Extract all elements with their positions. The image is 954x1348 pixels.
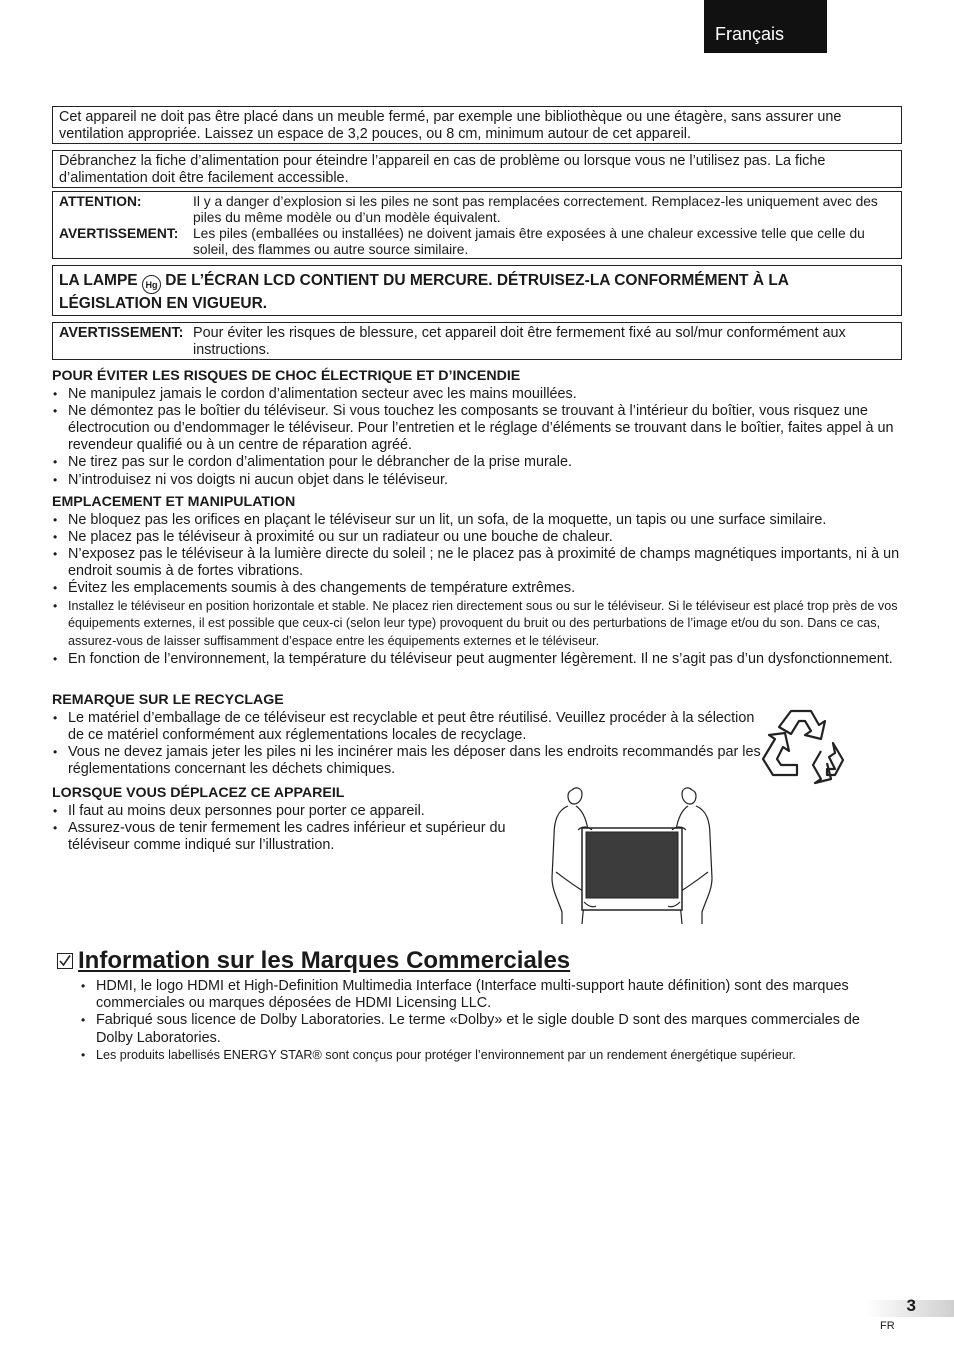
recycling-list — [52, 710, 764, 779]
list-item: • En fonction de l’environnement, la température du téléviseur peut augmenter légèrement. Il ne s’agit pas d’un dysfonctionnement. — [52, 651, 902, 668]
shock-list — [52, 386, 902, 489]
list-item: • Vous ne devez jamais jeter les piles ni les incinérer mais les déposer dans les endroits recommandés par les réglementations concernant les déchets chimiques. — [52, 744, 764, 778]
unplug-notice — [52, 150, 902, 188]
list-item: • HDMI, le logo HDMI et High-Definition Multimedia Interface (Interface multi-support haute définition) sont des marques commerciales ou marques déposées de HDMI Licensing LLC. — [80, 978, 898, 1012]
mount-label: AVERTISSEMENT: — [59, 325, 184, 341]
ventilation-notice — [52, 106, 902, 144]
attention-label: ATTENTION: — [59, 194, 142, 209]
list-item: • Il faut au moins deux personnes pour porter ce appareil. — [52, 803, 542, 820]
placement-heading: EMPLACEMENT ET MANIPULATION — [52, 494, 296, 510]
list-item: • N’introduisez ni vos doigts ni aucun objet dans le téléviseur. — [52, 472, 902, 489]
list-item: • Évitez les emplacements soumis à des changements de température extrêmes. — [52, 580, 902, 597]
list-item: • Ne tirez pas sur le cordon d’alimentation pour le débrancher de la prise murale. — [52, 454, 902, 471]
trademark-title: Information sur les Marques Commerciales — [78, 947, 571, 974]
lamp-text-post: DE L’ÉCRAN LCD CONTIENT DU MERCURE. DÉTRUISEZ-LA CONFORMÉMENT À LA LÉGISLATION EN VIGUEUR. — [59, 272, 789, 312]
ventilation-text: Cet appareil ne doit pas être placé dans un meuble fermé, par exemple une bibliothèque ou une étagère, sans assurer une ventilation appropriée. Laissez un espace de 3,2 pouces, ou 8 cm, minimum autour de cet appareil. — [59, 109, 842, 143]
list-item: • Les produits labellisés ENERGY STAR® sont conçus pour protéger l’environnement par un rendement énergétique supérieur. — [80, 1047, 898, 1065]
mount-row — [59, 325, 895, 359]
lamp-text-pre: LA LAMPE — [59, 272, 138, 289]
recycling-heading: REMARQUE SUR LE RECYCLAGE — [52, 692, 284, 708]
recycle-icon — [755, 703, 853, 785]
page-number: 3 — [906, 1296, 916, 1315]
placement-section — [52, 494, 902, 668]
list-item: • Ne manipulez jamais le cordon d’alimentation secteur avec les mains mouillées. — [52, 386, 902, 403]
list-item: • N’exposez pas le téléviseur à la lumière directe du soleil ; ne le placez pas à proximité de champs magnétiques importants, ni à un endroit soumis à de fortes vibrations. — [52, 546, 902, 580]
moving-section — [52, 785, 542, 854]
attention-text: Il y a danger d’explosion si les piles ne sont pas remplacées correctement. Remplacez-les uniquement avec des piles du même modèle ou d’un modèle équivalent. — [193, 194, 878, 225]
recycling-section — [52, 692, 764, 778]
list-item: • Le matériel d’emballage de ce téléviseur est recyclable et peut être réutilisé. Veuillez procéder à la sélection de ce matériel conformément aux réglementations locales de recyclage. — [52, 710, 764, 744]
shock-heading: POUR ÉVITER LES RISQUES DE CHOC ÉLECTRIQUE ET D’INCENDIE — [52, 368, 521, 384]
mount-text: Pour éviter les risques de blessure, cet appareil doit être fermement fixé au sol/mur conformément aux instructions. — [193, 325, 846, 359]
list-item: • Ne démontez pas le boîtier du téléviseur. Si vous touchez les composants se trouvant à l’intérieur du boîtier, vous risquez une électrocution ou d’endommager le téléviseur. Pour l’entretien et le réglage d’éléments se trouvant dans le boîtier, faites appel à un revendeur qualifié ou à un centre de réparation agréé. — [52, 403, 902, 455]
page-number-bar — [866, 1296, 954, 1317]
page-language-code: FR — [880, 1320, 895, 1332]
battery-avert-text: Les piles (emballées ou installées) ne doivent jamais être exposées à une chaleur excessive telle que celle du soleil, des flammes ou autre source similaire. — [193, 225, 865, 257]
list-item: • Assurez-vous de tenir fermement les cadres inférieur et supérieur du téléviseur comme indiqué sur l’illustration. — [52, 820, 542, 854]
mercury-lamp-notice — [52, 265, 902, 316]
mounting-warning-box — [52, 322, 902, 360]
list-item: • Ne bloquez pas les orifices en plaçant le téléviseur sur un lit, un sofa, de la moquette, un tapis ou une surface similaire. — [52, 512, 902, 529]
battery-warning-box — [52, 191, 902, 259]
shock-section — [52, 368, 902, 489]
mercury-hg-icon: Hg — [142, 275, 161, 294]
language-tab-label: Français — [715, 23, 785, 44]
battery-avert-row — [59, 226, 895, 258]
checkmark-box-icon — [57, 953, 73, 969]
moving-list — [52, 803, 542, 855]
list-item: • Fabriqué sous licence de Dolby Laboratories. Le terme «Dolby» et le sigle double D sont des marques commerciales de Dolby Laboratories. — [80, 1012, 898, 1046]
language-tab — [704, 0, 827, 53]
placement-list — [52, 512, 902, 668]
unplug-text: Débranchez la fiche d’alimentation pour éteindre l’appareil en cas de problème ou lorsque vous ne l’utilisez pas. La fiche d’alimentation doit être facilement accessible. — [59, 153, 826, 187]
tv-carrying-illustration — [548, 782, 720, 927]
trademark-section — [80, 978, 898, 1065]
attention-row — [59, 194, 895, 226]
trademark-list — [80, 978, 898, 1065]
list-item: • Ne placez pas le téléviseur à proximité ou sur un radiateur ou une bouche de chaleur. — [52, 529, 902, 546]
battery-avert-label: AVERTISSEMENT: — [59, 225, 179, 241]
moving-heading: LORSQUE VOUS DÉPLACEZ CE APPAREIL — [52, 785, 345, 801]
list-item: • Installez le téléviseur en position horizontale et stable. Ne placez rien directement sous ou sur le téléviseur. Si le téléviseur est placé trop près de vos équipements externes, il est possible que ceux-ci (selon leur type) provoquent du bruit ou des perturbations de l’image et/ou du son. Dans ce cas, assurez-vous de laisser suffisamment d’espace entre les équipements externes et le téléviseur. — [52, 598, 902, 651]
trademark-heading — [57, 946, 570, 976]
